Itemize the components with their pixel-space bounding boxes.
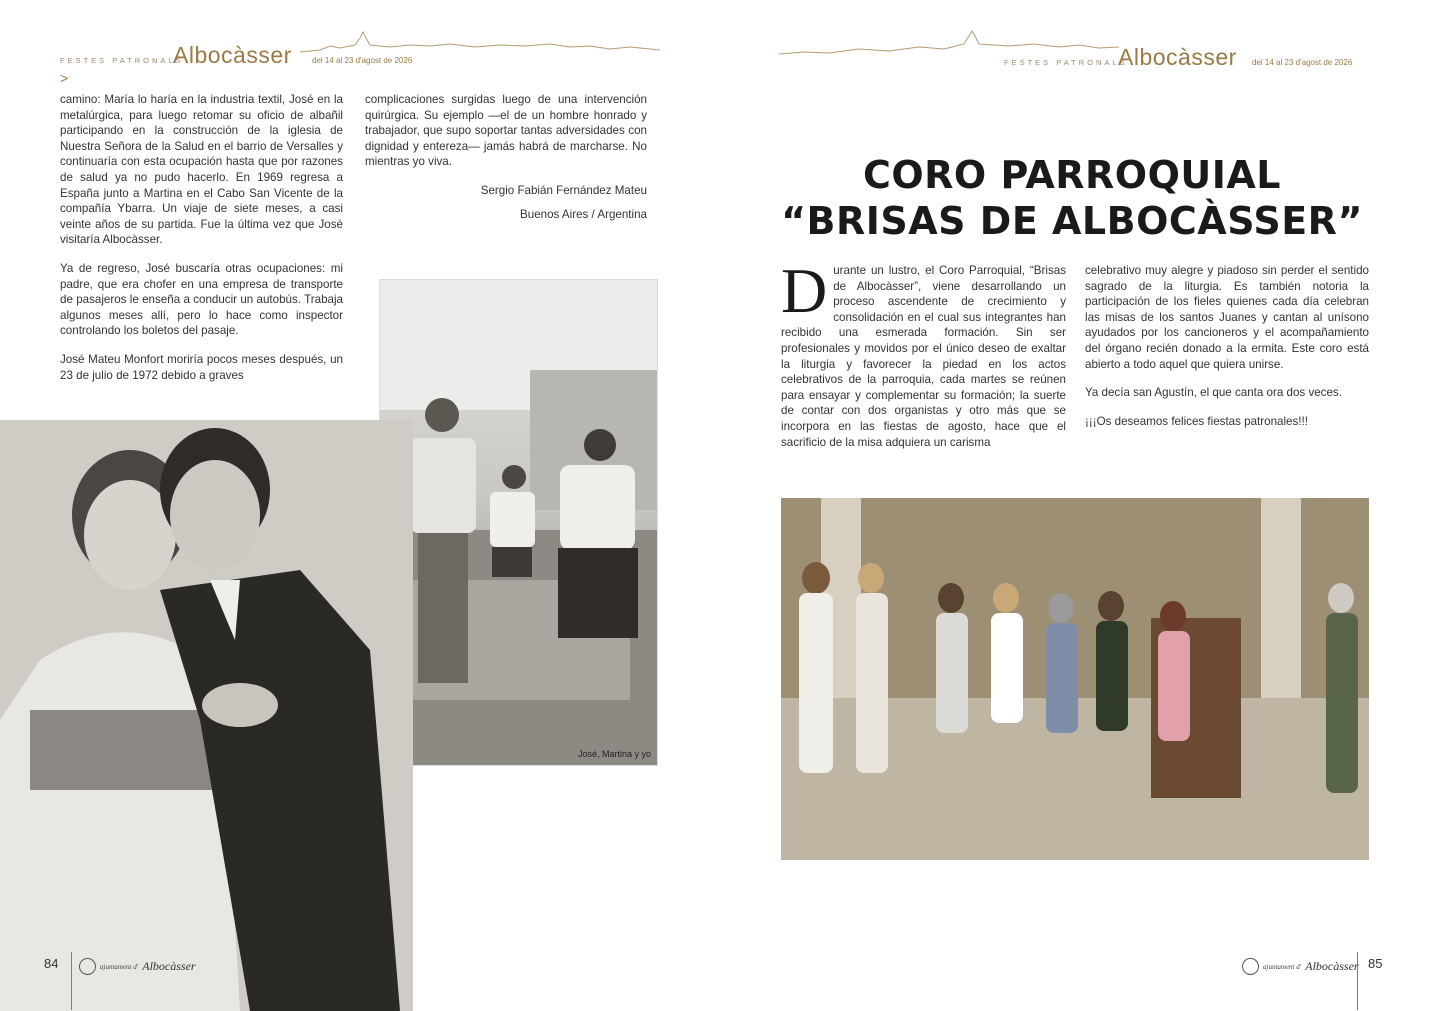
- paragraph: [781, 255, 1066, 450]
- town-skyline-icon: [300, 28, 660, 58]
- couple-photo-illustration: [0, 420, 413, 1011]
- logo-big-text: Albocàsser: [1305, 959, 1359, 973]
- family-photo: [379, 279, 658, 766]
- page-header: [60, 36, 660, 76]
- footer-logo: [1242, 958, 1359, 975]
- choir-photo: [781, 498, 1369, 860]
- festival-dates: del 14 al 23 d'agost de 2026: [1252, 58, 1353, 67]
- paragraph: celebrativo muy alegre y piadoso sin perder el sentido sagrado de la liturgia. Es también notoria la participación de los fieles quienes cada día celebran las misas de los santos Juanes y cantan al unísono ayudados por los cancioneros y el acompañamiento del órgano recién donado a la ermita. Este coro está abierto a todo aquel que quiera unirse.: [1085, 264, 1369, 371]
- signature-place: Buenos Aires / Argentina: [520, 207, 647, 221]
- paragraph: camino: María lo haría en la industria textil, José en la metalúrgica, para luego retomar su oficio de albañil participando en la construcción de la iglesia de Nuestra Señora de la Salud en el barrio de Versalles y continuaría con esta ocupación hasta que por razones de salud ya no pudo hacerlo. En 1969 regresa a España junto a Martina en el Cabo San Vicente de la compañía Ybarra. Un viaje de siete meses, a casi veinte años de su partida. Fue la última vez que José visitaría Albocàsser.: [60, 93, 343, 247]
- paragraph: José Mateu Monfort moriría pocos meses después, un 23 de julio de 1972 debido a graves: [60, 352, 343, 382]
- article-title-line-2: “BRISAS DE ALBOCÀSSER”: [781, 199, 1363, 243]
- paragraph: Ya decía san Agustín, el que canta ora dos veces.: [1085, 386, 1342, 400]
- article-title-line-1: CORO PARROQUIAL: [862, 153, 1281, 197]
- signature: [365, 183, 647, 222]
- family-photo-illustration: [380, 280, 658, 766]
- paragraph-text: urante un lustro, el Coro Parroquial, “Brisas de Albocàsser”, viene desarrollando un proceso ascendente de crecimiento y consolidación en el cual sus integrantes han recibido una esmerada formación. Sin ser profesionales y movidos por el único deseo de exaltar la liturgia y favorecer la piedad en los actos celebrativos de la parroquia, cada martes se reúnen para ensayar y complementar su formación; la suerte de contar con dos organistas y otro más que se incorpora en las fiestas de agosto, hace que el sacrificio de la misa adquiera un carisma: [781, 264, 1066, 449]
- page-right: [715, 0, 1429, 1011]
- continue-arrow: >: [60, 70, 69, 86]
- brand-title: Albocàsser: [1118, 44, 1237, 70]
- logo-big-text: Albocàsser: [142, 959, 196, 973]
- paragraph: Ya de regreso, José buscaría otras ocupaciones: mi padre, que era chofer en una empresa de transporte de pasajeros le enseña a conducir un autobús. Trabaja algunos meses allí, pero lo hace como inspector controlando los boletos del pasaje.: [60, 261, 343, 338]
- festes-label: FESTES PATRONALS: [60, 56, 184, 65]
- left-column-2: [365, 92, 647, 230]
- footer-logo: [79, 958, 196, 975]
- choir-photo-illustration: [781, 498, 1369, 860]
- photo-caption: José, Martina y yo: [577, 749, 651, 759]
- paragraph: complicaciones surgidas luego de una intervención quirúrgica. Su ejemplo —el de un hombre honrado y trabajador, que supo soportar tantas adversidades con dignidad y entereza— jamás habrá de marcharse. No mientras yo viva.: [365, 93, 647, 169]
- page-number: 85: [1368, 956, 1383, 971]
- footer-divider: [71, 952, 72, 1010]
- drop-cap: D: [781, 255, 828, 326]
- logo-small-text: ajuntament d': [100, 962, 139, 971]
- right-column-1: [781, 255, 1066, 463]
- brand-title: Albocàsser: [173, 42, 292, 68]
- left-column-1: [60, 92, 343, 396]
- logo-small-text: ajuntament d': [1263, 962, 1302, 971]
- seal-icon: [1242, 958, 1259, 975]
- festival-dates: del 14 al 23 d'agost de 2026: [312, 56, 413, 65]
- signature-name: Sergio Fabián Fernández Mateu: [480, 183, 647, 197]
- festes-label: FESTES PATRONALS: [1004, 58, 1128, 67]
- right-column-2: [1085, 263, 1369, 442]
- page-header: [775, 36, 1375, 76]
- town-skyline-icon: [779, 30, 1119, 60]
- couple-photo: [0, 420, 413, 1011]
- page-left: [0, 0, 714, 1011]
- paragraph: ¡¡¡Os deseamos felices fiestas patronales!!!: [1085, 414, 1308, 428]
- page-number: 84: [44, 956, 59, 971]
- seal-icon: [79, 958, 96, 975]
